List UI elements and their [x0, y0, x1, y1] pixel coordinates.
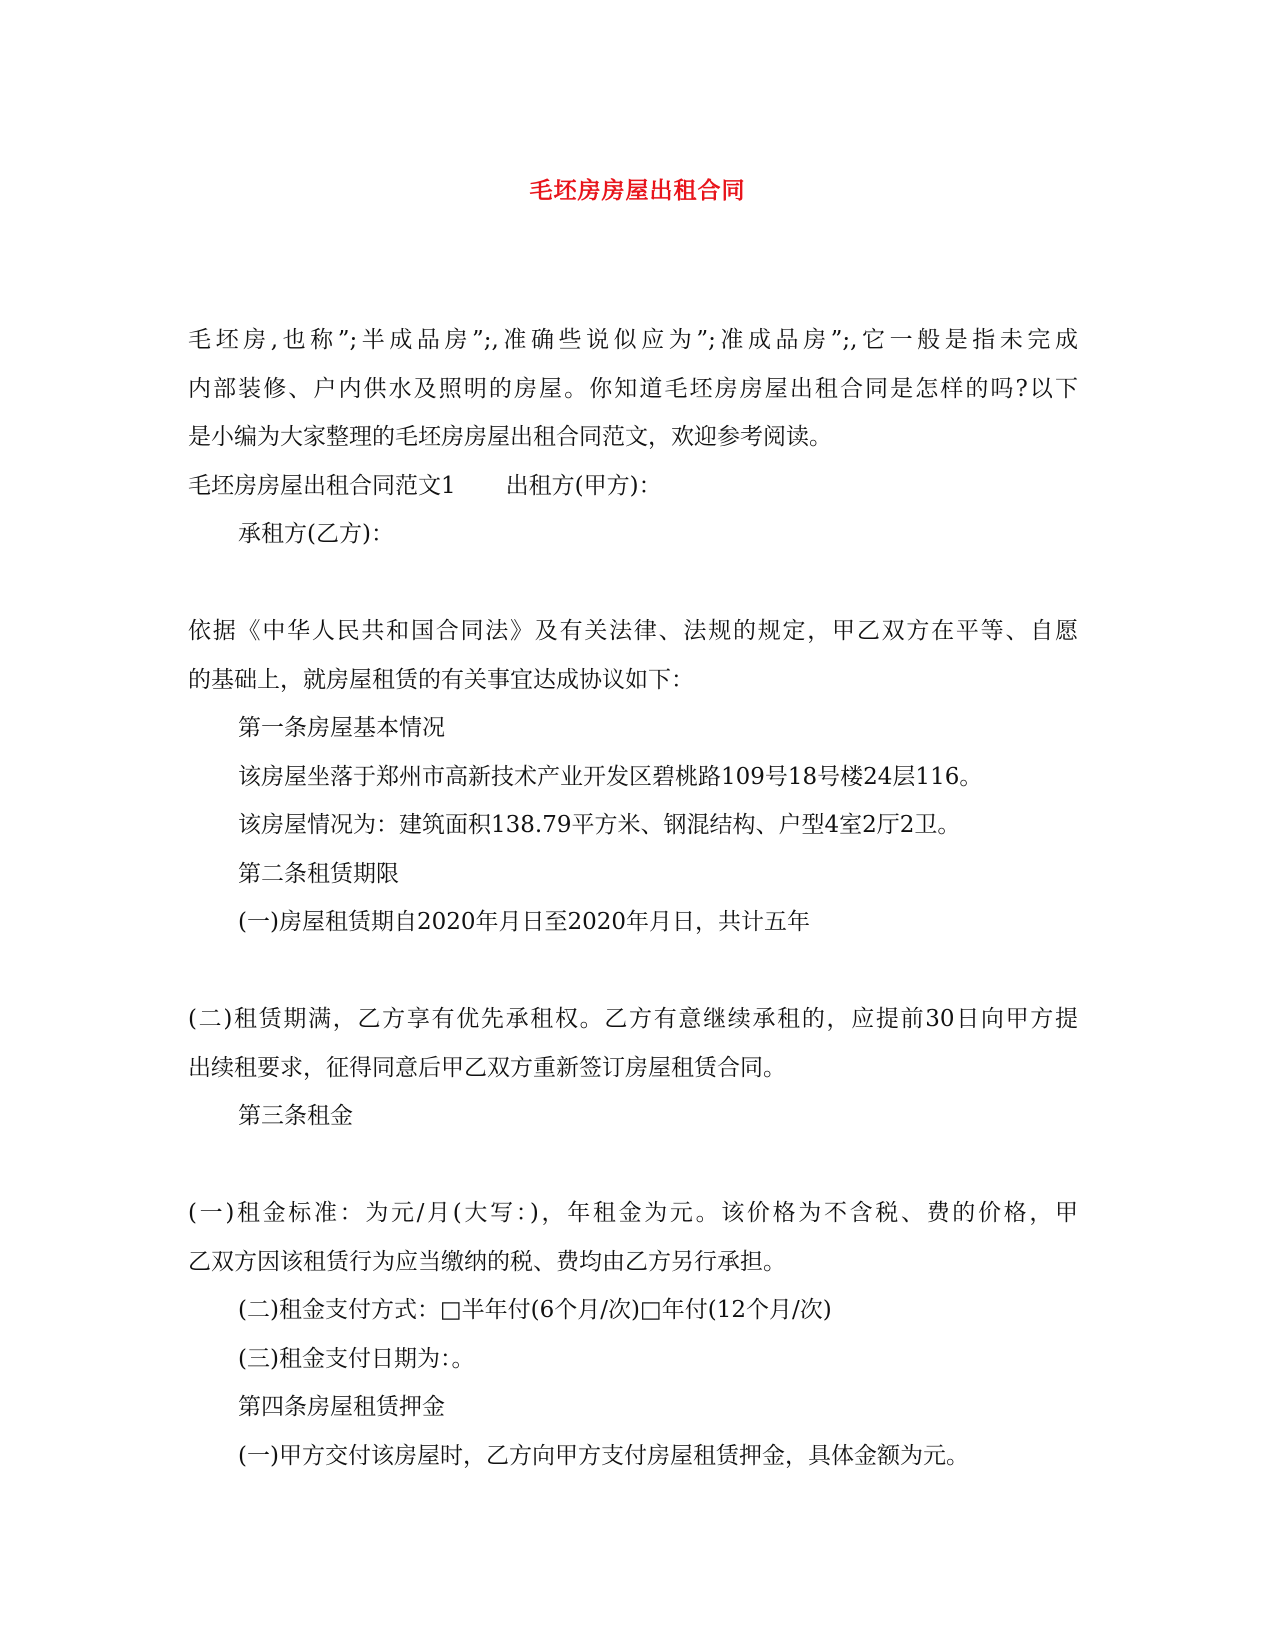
intro-line-2: 内部装修、户内供水及照明的房屋。你知道毛坯房房屋出租合同是怎样的吗?以下 [188, 375, 1078, 402]
article2-item2-line2: 出续租要求，征得同意后甲乙双方重新签订房屋租赁合同。 [188, 1054, 786, 1081]
article3-item1-line1: (一)租金标准：为元/月(大写：)，年租金为元。该价格为不含税、费的价格，甲 [188, 1200, 1078, 1226]
lessee-label: 承租方(乙方)： [238, 521, 394, 547]
article3-item1-line2: 乙双方因该租赁行为应当缴纳的税、费均由乙方另行承担。 [188, 1248, 786, 1275]
article4-heading: 第四条房屋租赁押金 [238, 1394, 445, 1420]
article2-item1: (一)房屋租赁期自2020年月日至2020年月日，共计五年 [238, 909, 811, 935]
basis-line-2: 的基础上，就房屋租赁的有关事宜达成协议如下： [188, 666, 694, 693]
article3-heading: 第三条租金 [238, 1103, 353, 1129]
document-title: 毛坯房房屋出租合同 [529, 178, 746, 204]
lessor-label: 出租方(甲方)： [505, 472, 662, 499]
sample-heading: 毛坯房房屋出租合同范文1 [188, 472, 456, 499]
article3-item3: (三)租金支付日期为：。 [238, 1345, 475, 1372]
article4-item1: (一)甲方交付该房屋时，乙方向甲方支付房屋租赁押金，具体金额为元。 [238, 1442, 969, 1469]
article1-heading: 第一条房屋基本情况 [238, 715, 445, 741]
article2-item2-line1: (二)租赁期满，乙方享有优先承租权。乙方有意继续承租的，应提前30日向甲方提 [188, 1006, 1078, 1032]
intro-line-1: 毛坯房,也称”;半成品房”;,准确些说似应为”;准成品房”;,它一般是指未完成 [188, 327, 1078, 353]
intro-line-3: 是小编为大家整理的毛坯房房屋出租合同范文，欢迎参考阅读。 [188, 424, 832, 450]
article2-heading: 第二条租赁期限 [238, 860, 399, 887]
article1-location: 该房屋坐落于郑州市高新技术产业开发区碧桃路109号18号楼24层116。 [238, 763, 983, 790]
article3-item2: (二)租金支付方式：□半年付(6个月/次)□年付(12个月/次) [238, 1297, 832, 1323]
article1-condition: 该房屋情况为：建筑面积138.79平方米、钢混结构、户型4室2厅2卫。 [238, 812, 961, 838]
document-body [188, 316, 1088, 1480]
basis-line-1: 依据《中华人民共和国合同法》及有关法律、法规的规定，甲乙双方在平等、自愿 [188, 618, 1078, 644]
sample-heading-line [188, 462, 1088, 511]
